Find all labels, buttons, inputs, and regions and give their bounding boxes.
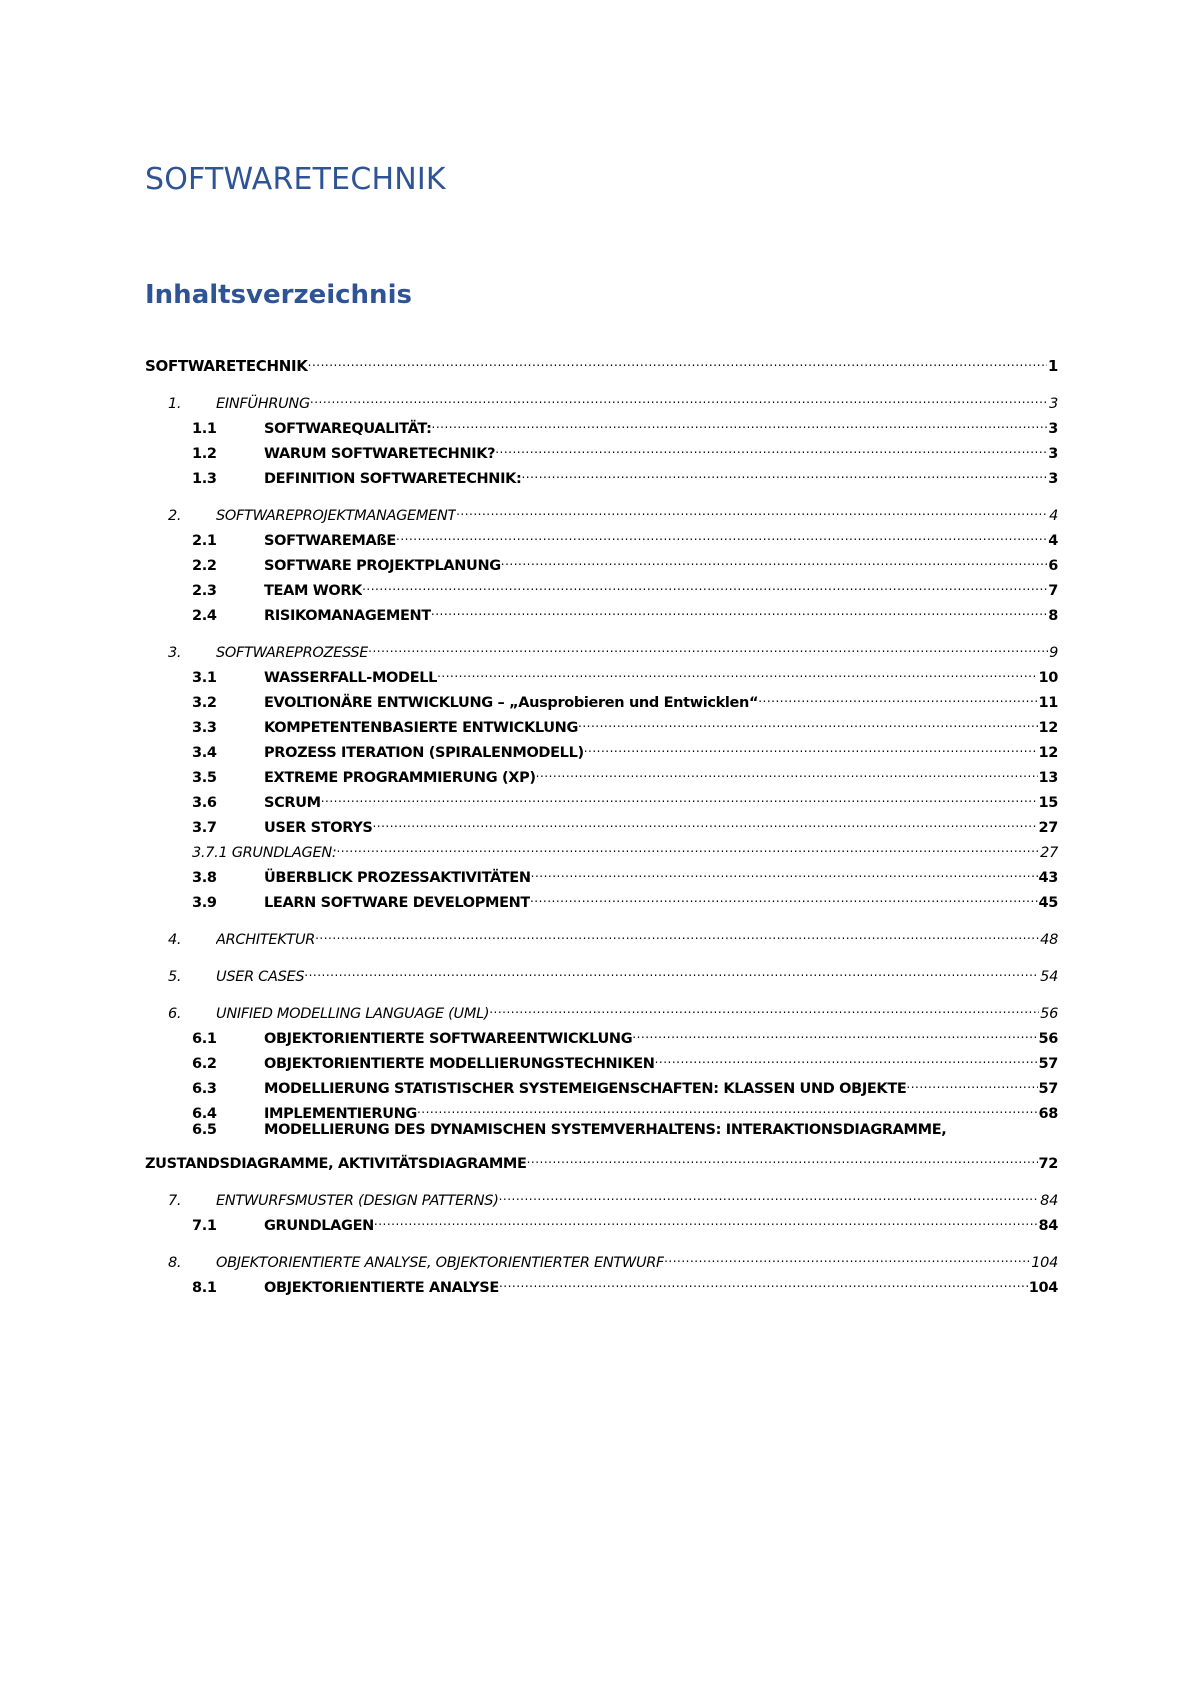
toc-entry-leader [632,1018,1037,1043]
toc-entry-number: 1. [168,396,182,412]
toc-entry-page: 45 [1038,895,1058,911]
toc-entry-label: LEARN SOFTWARE DEVELOPMENT [264,895,530,911]
table-of-contents [145,346,1058,1296]
toc-entry-label: PROZESS ITERATION (SPIRALENMODELL) [264,745,584,761]
toc-entry[interactable] [145,1242,1058,1271]
toc-entry-leader [396,520,1047,545]
toc-entry[interactable] [145,993,1058,1022]
toc-entry-label: ÜBERBLICK PROZESSAKTIVITÄTEN [264,870,531,886]
toc-entry-leader [521,458,1047,483]
toc-entry-label: DEFINITION SOFTWARETECHNIK: [264,471,522,487]
toc-entry-leader [372,807,1037,832]
toc-entry-number: 6.1 [192,1031,217,1047]
toc-entry-leader [495,433,1047,458]
toc-entry-number: 3.6 [192,795,217,811]
toc-entry-page: 104 [1028,1280,1058,1296]
toc-entry[interactable] [145,346,1058,375]
toc-entry-leader [499,1180,1040,1205]
toc-entry-leader [501,545,1047,570]
toc-entry-number: 5. [168,969,182,985]
toc-entry-label: WASSERFALL-MODELL [264,670,438,686]
toc-entry-number: 6.3 [192,1081,217,1097]
toc-entry-page: 54 [1040,969,1058,985]
toc-entry-label: OBJEKTORIENTIERTE ANALYSE [264,1280,499,1296]
toc-entry-page: 12 [1038,720,1058,736]
toc-entry-number: 6.4 [192,1106,217,1122]
toc-entry-page: 3 [1048,471,1058,487]
toc-entry-page: 57 [1038,1081,1058,1097]
toc-entry-label: MODELLIERUNG STATISTISCHER SYSTEMEIGENSCHAFTEN: KLASSEN UND OBJEKTE [264,1081,907,1097]
toc-entry-page: 4 [1049,508,1058,524]
toc-entry-page: 8 [1048,608,1058,624]
toc-entry-leader [664,1242,1030,1267]
toc-entry-page: 4 [1048,533,1058,549]
toc-entry-leader [531,857,1038,882]
toc-entry-leader [584,732,1038,757]
toc-entry-label: USER STORYS [264,820,373,836]
toc-entry-page: 9 [1049,645,1058,661]
toc-entry-leader [336,832,1039,857]
toc-entry-label: RISIKOMANAGEMENT [264,608,431,624]
toc-entry-number: 4. [168,932,182,948]
toc-entry-number: 3.2 [192,695,217,711]
toc-entry-page: 15 [1038,795,1058,811]
toc-entry-leader [362,570,1047,595]
toc-entry-label: KOMPETENTENBASIERTE ENTWICKLUNG [264,720,578,736]
toc-entry-number: 8. [168,1255,182,1271]
toc-entry-label: SCRUM [264,795,321,811]
toc-entry-number: 1.1 [192,421,217,437]
toc-entry-label: EVOLTIONÄRE ENTWICKLUNG – „Ausprobieren und Entwicklen“ [264,695,759,711]
toc-entry-page: 7 [1048,583,1058,599]
toc-entry-page: 11 [1038,695,1058,711]
toc-entry-number: 1.2 [192,446,217,462]
toc-entry-leader [374,1205,1038,1230]
toc-entry-leader [456,495,1048,520]
toc-entry-leader [368,632,1048,657]
toc-entry-label: OBJEKTORIENTIERTE ANALYSE, OBJEKTORIENTIERTER ENTWURF [216,1255,665,1271]
toc-entry-number: 2.3 [192,583,217,599]
toc-entry-page: 12 [1038,745,1058,761]
toc-entry-label-continued: ZUSTANDSDIAGRAMME, AKTIVITÄTSDIAGRAMME [145,1156,527,1172]
toc-entry-number: 3. [168,645,182,661]
toc-entry-number: 8.1 [192,1280,217,1296]
document-title: SOFTWARETECHNIK [145,162,446,197]
toc-entry-page: 3 [1048,446,1058,462]
toc-entry-number: 2.2 [192,558,217,574]
toc-entry-page: 48 [1040,932,1058,948]
toc-entry-label: 3.7.1 GRUNDLAGEN: [192,845,337,861]
toc-entry-label: WARUM SOFTWARETECHNIK? [264,446,496,462]
toc-entry-number: 2.1 [192,533,217,549]
toc-entry-leader [489,993,1039,1018]
toc-entry-label: TEAM WORK [264,583,363,599]
toc-entry-number: 2. [168,508,182,524]
toc-entry-leader [432,408,1048,433]
toc-entry-leader [431,595,1047,620]
toc-entry-leader [308,346,1047,371]
toc-entry-page: 10 [1038,670,1058,686]
toc-entry-leader [499,1267,1028,1292]
toc-entry[interactable] [145,383,1058,412]
toc-entry-page: 84 [1040,1193,1058,1209]
toc-entry-label: MODELLIERUNG DES DYNAMISCHEN SYSTEMVERHALTENS: INTERAKTIONSDIAGRAMME, [264,1122,947,1138]
toc-entry-leader [758,682,1037,707]
toc-entry[interactable] [145,919,1058,948]
toc-entry-label: SOFTWAREPROJEKTMANAGEMENT [216,508,457,524]
toc-entry-page: 27 [1038,820,1058,836]
toc-entry[interactable] [145,1118,1058,1172]
toc-entry-number: 6.2 [192,1056,217,1072]
toc-entry-page: 68 [1038,1106,1058,1122]
toc-entry[interactable] [145,495,1058,524]
toc-entry-label: SOFTWARE PROJEKTPLANUNG [264,558,501,574]
toc-entry[interactable] [145,1180,1058,1209]
toc-entry-page: 104 [1031,1255,1058,1271]
toc-entry-number: 6.5 [192,1122,217,1138]
toc-entry-page: 56 [1040,1006,1058,1022]
toc-entry-page: 84 [1038,1218,1058,1234]
toc-entry-label: SOFTWARETECHNIK [145,357,308,375]
toc-entry-label: OBJEKTORIENTIERTE SOFTWAREENTWICKLUNG [264,1031,633,1047]
toc-entry[interactable] [145,632,1058,661]
toc-entry-leader [304,956,1039,981]
toc-heading: Inhaltsverzeichnis [145,280,412,310]
toc-entry-page: 3 [1048,421,1058,437]
toc-entry-number: 3.4 [192,745,217,761]
toc-entry-label: EINFÜHRUNG [216,396,310,412]
toc-entry-label: SOFTWAREQUALITÄT: [264,421,432,437]
toc-entry-number: 7.1 [192,1218,217,1234]
toc-entry-number: 3.8 [192,870,217,886]
toc-entry-number: 7. [168,1193,182,1209]
toc-entry-page: 6 [1048,558,1058,574]
toc-entry-number: 3.1 [192,670,217,686]
toc-entry-leader [536,757,1038,782]
toc-entry-leader [655,1043,1038,1068]
toc-entry-label: ARCHITEKTUR [216,932,316,948]
toc-entry-label: IMPLEMENTIERUNG [264,1106,417,1122]
toc-entry-page: 13 [1038,770,1058,786]
toc-entry-leader [310,383,1048,408]
toc-entry-number: 6. [168,1006,182,1022]
toc-entry-leader [315,919,1039,944]
toc-entry-label: SOFTWAREPROZESSE [216,645,369,661]
toc-entry-leader [437,657,1037,682]
toc-entry-leader [417,1093,1038,1118]
toc-entry-label: EXTREME PROGRAMMIERUNG (XP) [264,770,536,786]
toc-entry-label: ENTWURFSMUSTER (DESIGN PATTERNS) [216,1193,499,1209]
toc-entry-page: 57 [1038,1056,1058,1072]
toc-entry-leader [321,782,1038,807]
toc-entry-label: SOFTWAREMAßE [264,533,396,549]
toc-entry-label: USER CASES [216,969,305,985]
toc-entry-leader [530,882,1038,907]
toc-entry-leader [578,707,1038,732]
toc-entry-page: 72 [1038,1156,1058,1172]
toc-entry-number: 2.4 [192,608,217,624]
toc-entry-page: 3 [1049,396,1058,412]
toc-entry-label: GRUNDLAGEN [264,1218,374,1234]
toc-entry-page: 1 [1047,357,1058,375]
toc-entry-label: OBJEKTORIENTIERTE MODELLIERUNGSTECHNIKEN [264,1056,655,1072]
toc-entry-number: 1.3 [192,471,217,487]
toc-entry-number: 3.3 [192,720,217,736]
toc-entry-page: 56 [1038,1031,1058,1047]
toc-entry-number: 3.9 [192,895,217,911]
toc-entry-page: 27 [1040,845,1058,861]
toc-entry[interactable] [145,956,1058,985]
toc-entry-leader [906,1068,1037,1093]
toc-entry-page: 43 [1038,870,1058,886]
toc-entry-number: 3.5 [192,770,217,786]
toc-entry-leader [527,1143,1038,1168]
toc-entry-number: 3.7 [192,820,217,836]
toc-entry-label: UNIFIED MODELLING LANGUAGE (UML) [216,1006,490,1022]
